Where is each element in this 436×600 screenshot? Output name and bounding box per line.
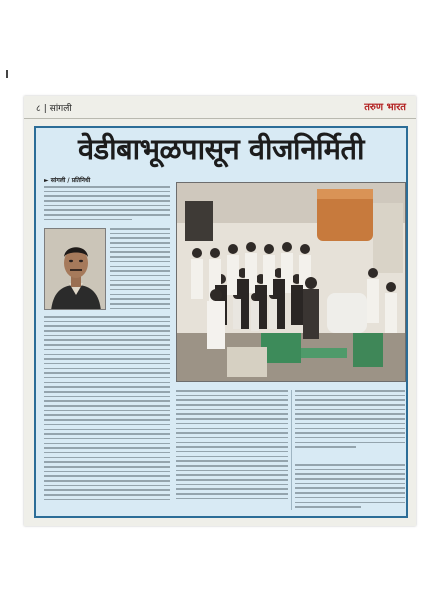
- newspaper-clipping: [24, 96, 416, 526]
- scan-mark: [6, 70, 8, 78]
- article-text-beside-portrait: [110, 228, 170, 310]
- article-text-column-2: [176, 390, 288, 512]
- group-photo: [176, 182, 406, 382]
- dateline-text: सांगली / प्रतिनिधी: [50, 177, 91, 184]
- dateline-marker-icon: ►: [44, 177, 49, 184]
- article-text-column-3-continued: [295, 464, 405, 512]
- page-masthead: [24, 96, 416, 119]
- article-headline: वेडीबाभूळपासून वीजनिर्मिती: [77, 132, 365, 166]
- article-text-intro: [44, 186, 170, 226]
- newspaper-name: तरुण भारत: [364, 102, 406, 113]
- page-number-label: ८ | सांगली: [36, 104, 72, 114]
- column-divider: [291, 390, 292, 510]
- page-section-name: सांगली: [49, 104, 72, 114]
- page-number: ८: [36, 104, 41, 114]
- article-text-left-column: [44, 316, 170, 512]
- article-box: [34, 126, 408, 518]
- article-dateline: [44, 176, 90, 184]
- article-text-column-3: [295, 390, 405, 460]
- portrait-photo: [44, 228, 106, 310]
